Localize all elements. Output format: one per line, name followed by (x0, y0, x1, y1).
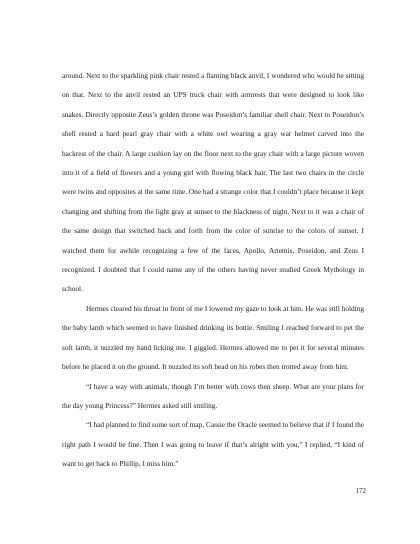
body-text (62, 66, 364, 474)
paragraph-hermes-dialogue: “I have a way with animals, though I’m better with cows then sheep. What are your plans for the day young Princess?” Hermes asked still smiling. (62, 381, 364, 410)
paragraph-continuation: around. Next to the sparkling pink chair rested a flaming black anvil, I wondered who would be sitting on that. Next to the anvil rested an UPS truck chair with armrests that were designed to look like snakes. Directly opposite Zeus’s golden throne was Poseidon’s familiar shell chair. Next to Poseidon’s shell rested a hard pearl gray chair with a white owl wearing a gray war helmet carved into the backrest of the chair. A large cushion lay on the floor next to the gray chair with a large picture woven into it of a field of flowers and a young girl with flowing black hair. The last two chairs in the circle were twins and opposites at the same time. One had a strange color that I couldn’t place because it kept changing and shifting from the light gray at sunset to the blackness of night. Next to it was a chair of the same design that switched back and forth from the color of sunrise to the colors of sunset. I watched them for awhile recognizing a few of the faces, Apollo, Artemis, Poseidon, and Zeus I recognized. I doubted that I could name any of the others having never studied Greek Mythology in school. (62, 71, 364, 294)
paragraph-hermes-lamb: Hermes cleared his throat in front of me I lowered my gaze to look at him. He was still holding the baby lamb which seemed to have finished drinking its bottle. Smiling I reached forward to pet the soft lamb, it nuzzled my hand licking me. I giggled. Hermes allowed me to pet it for several minutes before he placed it on the ground. It nuzzled its soft head on his robes then trotted away from him. (62, 303, 364, 372)
paragraph-reply: “I had planned to find some sort of map, Cassie the Oracle seemed to believe that if I found the right path I would be fine. Then I was going to leave if that’s alright with you,” I replied, “I kind of want to get back to Phillip, I miss him.” (62, 420, 365, 469)
page-number: 172 (355, 487, 366, 495)
